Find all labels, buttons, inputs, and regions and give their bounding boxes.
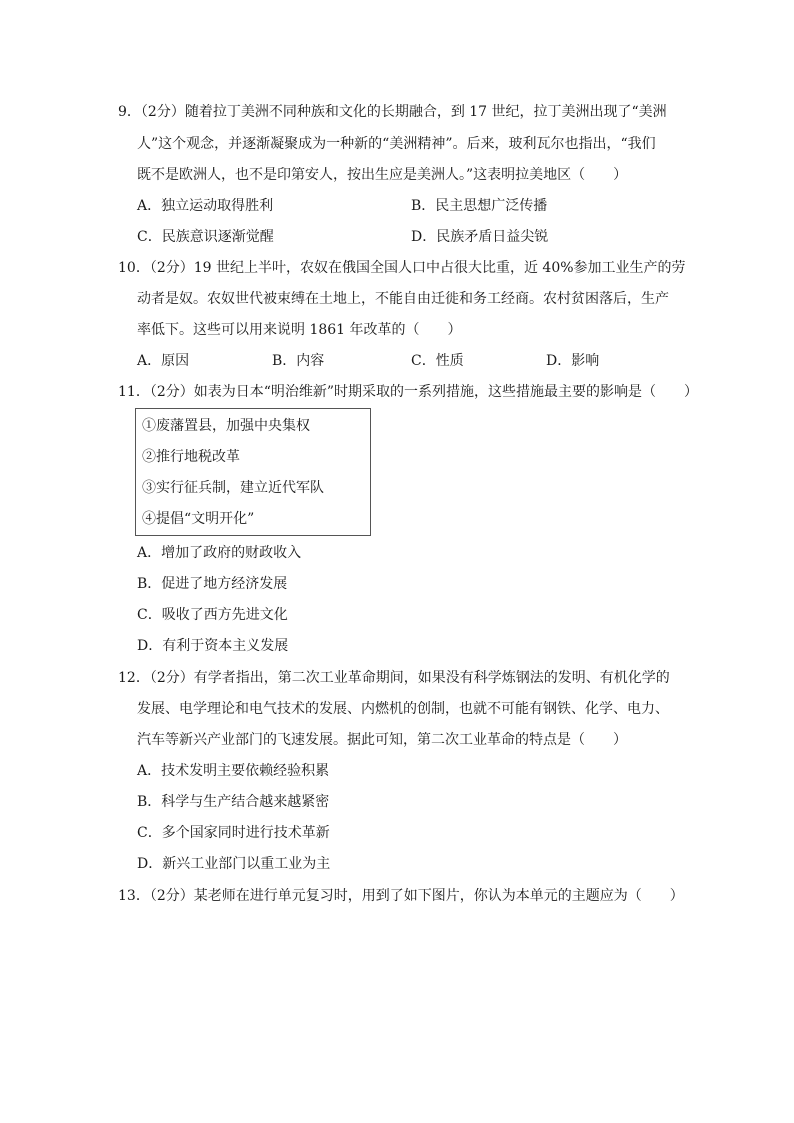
measures-table-row-3: ③实行征兵制，建立近代军队 [142,480,324,496]
question-12-option-a: A．技术发明主要依赖经验积累 [137,763,330,779]
question-10-option-c: C．性质 [411,353,464,369]
question-10-option-a: A．原因 [137,353,190,369]
question-12-option-b: B．科学与生产结合越来越紧密 [137,794,330,810]
question-9-option-c: C．民族意识逐渐觉醒 [137,229,274,245]
question-10-line-2: 动者是奴。农奴世代被束缚在土地上，不能自由迁徙和务工经商。农村贫困落后，生产 [137,291,669,307]
question-9-option-b: B．民主思想广泛传播 [411,198,548,214]
question-9-option-a: A．独立运动取得胜利 [137,198,274,214]
question-13-line-1: 13．（2分）某老师在进行单元复习时，用到了如下图片，你认为本单元的主题应为（ ） [118,888,684,904]
measures-table-row-4: ④提倡“文明开化” [142,511,255,527]
question-12-line-3: 汽车等新兴产业部门的飞速发展。据此可知，第二次工业革命的特点是（ ） [137,732,627,748]
question-11-line-1: 11．（2分）如表为日本“明治维新”时期采取的一系列措施，这些措施最主要的影响是（ ） [118,384,699,400]
question-12-line-1: 12．（2分）有学者指出，第二次工业革命期间，如果没有科学炼钢法的发明、有机化学的 [118,670,670,686]
question-12-option-c: C．多个国家同时进行技术革新 [137,825,330,841]
question-11-option-d: D．有利于资本主义发展 [137,638,289,654]
question-10-line-1: 10．（2分）19 世纪上半叶，农奴在俄国全国人口中占很大比重，近 40%参加工业生产的劳 [118,260,686,276]
measures-table [135,408,371,536]
question-10-line-3: 率低下。这些可以用来说明 1861 年改革的（ ） [137,322,462,338]
question-12-line-2: 发展、电学理论和电气技术的发展、内燃机的创制，也就不可能有钢铁、化学、电力、 [137,701,669,717]
question-9-line-2: 人”这个观念，并逐渐凝聚成为一种新的“美洲精神”。后来，玻利瓦尔也指出，“我们 [137,136,656,152]
question-11-option-c: C．吸收了西方先进文化 [137,607,288,623]
question-11-option-a: A．增加了政府的财政收入 [137,545,302,561]
question-10-option-d: D．影响 [546,353,600,369]
question-12-option-d: D．新兴工业部门以重工业为主 [137,856,331,872]
question-11-option-b: B．促进了地方经济发展 [137,576,288,592]
measures-table-row-2: ②推行地税改革 [142,449,240,465]
question-9-option-d: D．民族矛盾日益尖锐 [411,229,549,245]
question-10-option-b: B．内容 [272,353,325,369]
question-9-line-3: 既不是欧洲人，也不是印第安人，按出生应是美洲人。”这表明拉美地区（ ） [137,167,628,183]
question-9-line-1: 9．（2分）随着拉丁美洲不同种族和文化的长期融合，到 17 世纪，拉丁美洲出现了“美洲 [118,104,667,120]
measures-table-row-1: ①废藩置县，加强中央集权 [142,418,310,434]
